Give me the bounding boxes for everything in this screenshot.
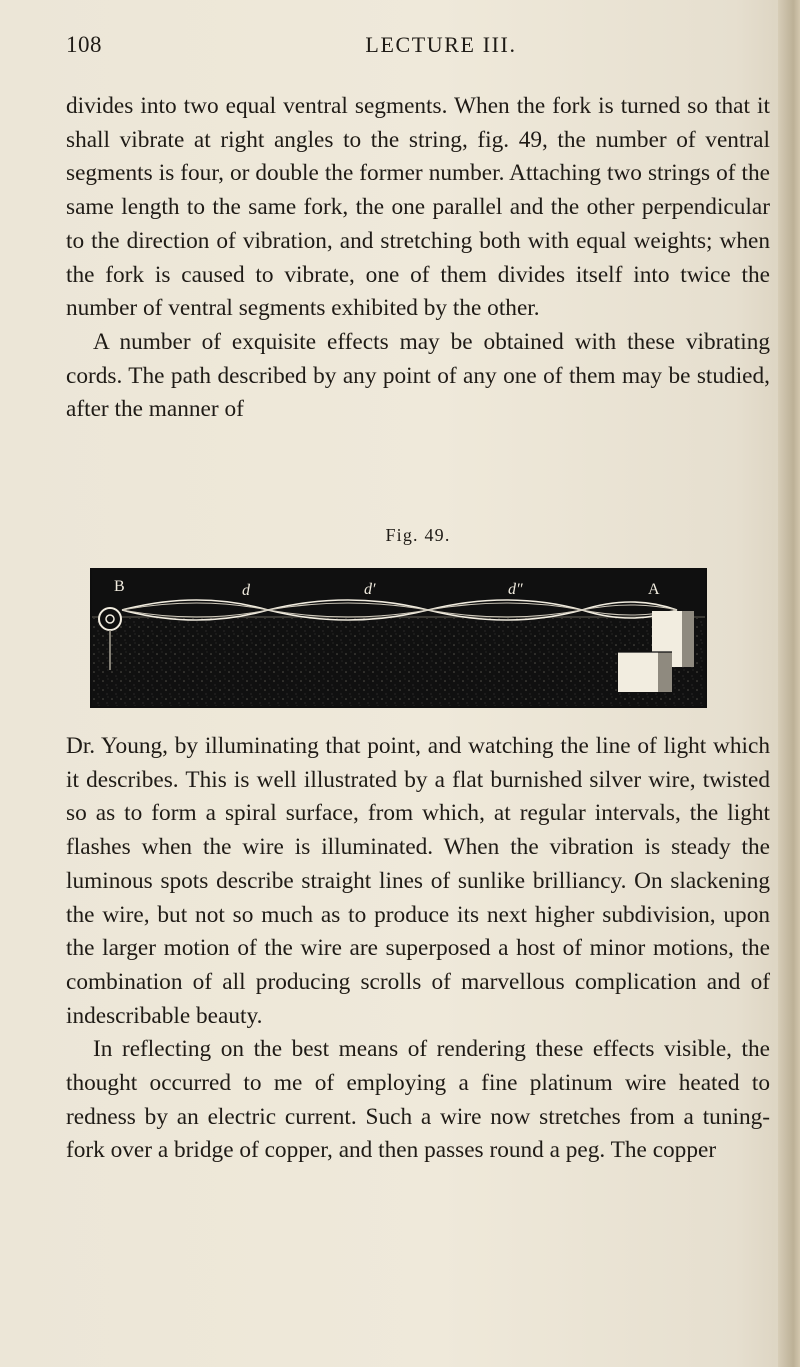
page-spine-shadow	[778, 0, 800, 1367]
table-surface-texture	[92, 618, 705, 706]
text-block-bottom	[66, 730, 770, 1168]
tuning-fork-prong-side	[682, 611, 694, 667]
label-d-double-prime: d″	[508, 581, 523, 598]
paragraph: A number of exquisite effects may be obtained with these vibrating cords. The path described by any point of any one of them may be studied, after the manner of	[66, 328, 770, 423]
paragraph: In reflecting on the best means of rendering these effects visible, the thought occurred to me of employing a fine platinum wire heated to redness by an electric current. Such a wire now stretches from a tuning-fork over a bridge of copper, and then passes round a peg. The copper	[66, 1036, 770, 1164]
label-d: d	[242, 582, 250, 599]
label-a: A	[648, 581, 660, 598]
page-header	[66, 32, 766, 64]
tuning-fork-base-front	[618, 652, 658, 692]
figure-caption: Fig. 49.	[385, 525, 451, 545]
tuning-fork-base-side	[658, 652, 672, 692]
label-d-prime: d′	[364, 581, 376, 598]
page-number: 108	[66, 32, 102, 57]
paragraph: Dr. Young, by illuminating that point, and watching the line of light which it describes. This is well illustrated by a flat burnished silver wire, twisted so as to form a spiral surface, from which, at regular intervals, the light flashes when the wire is illuminated. When the vibration is steady the luminous spots describe straight lines of sunlike brilliancy. On slackening the wire, but not so much as to produce its next higher subdivision, upon the larger motion of the wire are superposed a host of minor motions, the combination of all producing scrolls of marvellous complication and of indescribable beauty.	[66, 733, 770, 1029]
running-head: LECTURE III.	[365, 32, 517, 57]
figure-drawing	[92, 570, 705, 706]
text-block-top	[66, 90, 770, 427]
pulley-axle	[106, 615, 114, 623]
paragraph: divides into two equal ventral segments. When the fork is turned so that it shall vibrate at right angles to the string, fig. 49, the number of ventral segments is four, or double the former number. Attaching two strings of the same length to the same fork, the one parallel and the other perpendicular to the direction of vibration, and stretching both with equal weights; when the fork is caused to vibrate, one of them divides itself into twice the number of ventral segments exhibited by the other.	[66, 93, 770, 322]
figure-49-vibrating-string	[90, 568, 707, 708]
label-b: B	[114, 578, 125, 595]
